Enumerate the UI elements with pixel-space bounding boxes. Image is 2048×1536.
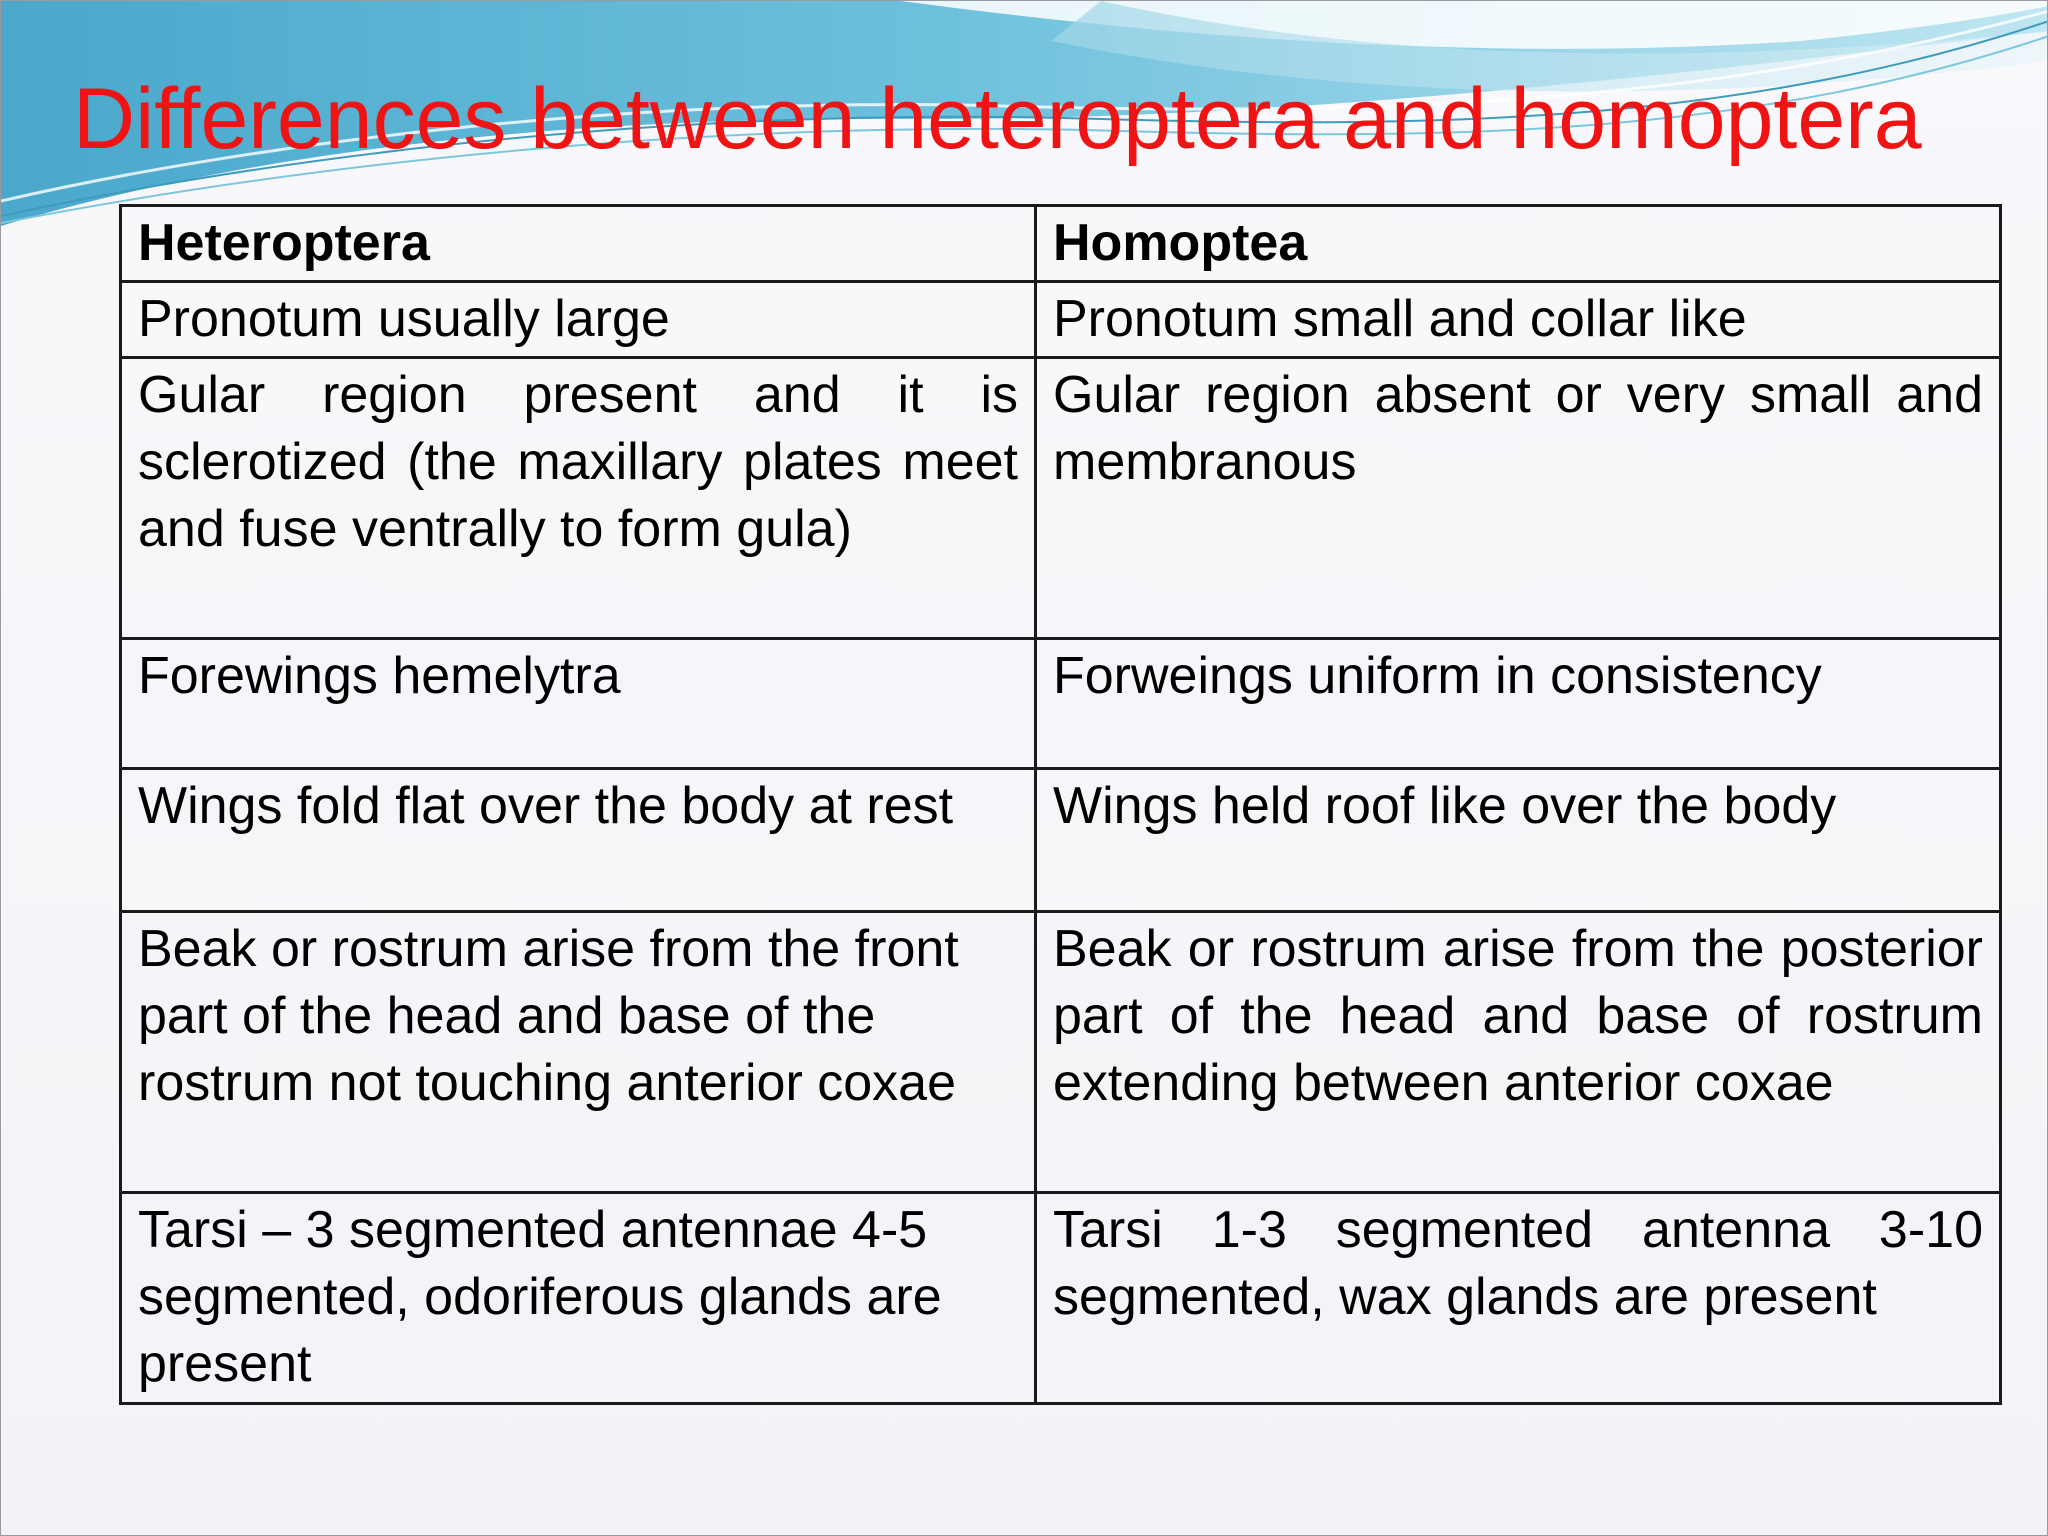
- table-cell-heteroptera: Forewings hemelytra: [121, 639, 1036, 769]
- table-row: [121, 639, 2001, 769]
- table-cell-heteroptera: Beak or rostrum arise from the front part of the head and base of the rostrum not touching anterior coxae: [121, 912, 1036, 1193]
- table-row: [121, 769, 2001, 912]
- table-cell-heteroptera: Pronotum usually large: [121, 282, 1036, 358]
- table-row: [121, 912, 2001, 1193]
- slide-title: Differences between heteroptera and homoptera: [73, 71, 1922, 167]
- column-header-heteroptera: Heteroptera: [121, 206, 1036, 282]
- table-cell-heteroptera: Gular region present and it is sclerotized (the maxillary plates meet and fuse ventrally to form gula): [121, 358, 1036, 639]
- column-header-homoptera: Homoptea: [1036, 206, 2001, 282]
- table-cell-homoptera: Tarsi 1-3 segmented antenna 3-10 segmented, wax glands are present: [1036, 1193, 2001, 1404]
- table-cell-homoptera: Beak or rostrum arise from the posterior part of the head and base of rostrum extending between anterior coxae: [1036, 912, 2001, 1193]
- table-cell-heteroptera: Tarsi – 3 segmented antennae 4-5 segmented, odoriferous glands are present: [121, 1193, 1036, 1404]
- table-row: [121, 282, 2001, 358]
- table-cell-homoptera: Pronotum small and collar like: [1036, 282, 2001, 358]
- table-header-row: [121, 206, 2001, 282]
- table-cell-homoptera: Forweings uniform in consistency: [1036, 639, 2001, 769]
- comparison-table: [119, 204, 2002, 1405]
- table-cell-homoptera: Wings held roof like over the body: [1036, 769, 2001, 912]
- table-row: [121, 358, 2001, 639]
- table-cell-homoptera: Gular region absent or very small and membranous: [1036, 358, 2001, 639]
- table-cell-heteroptera: Wings fold flat over the body at rest: [121, 769, 1036, 912]
- comparison-table-container: [119, 204, 1999, 1405]
- table-row: [121, 1193, 2001, 1404]
